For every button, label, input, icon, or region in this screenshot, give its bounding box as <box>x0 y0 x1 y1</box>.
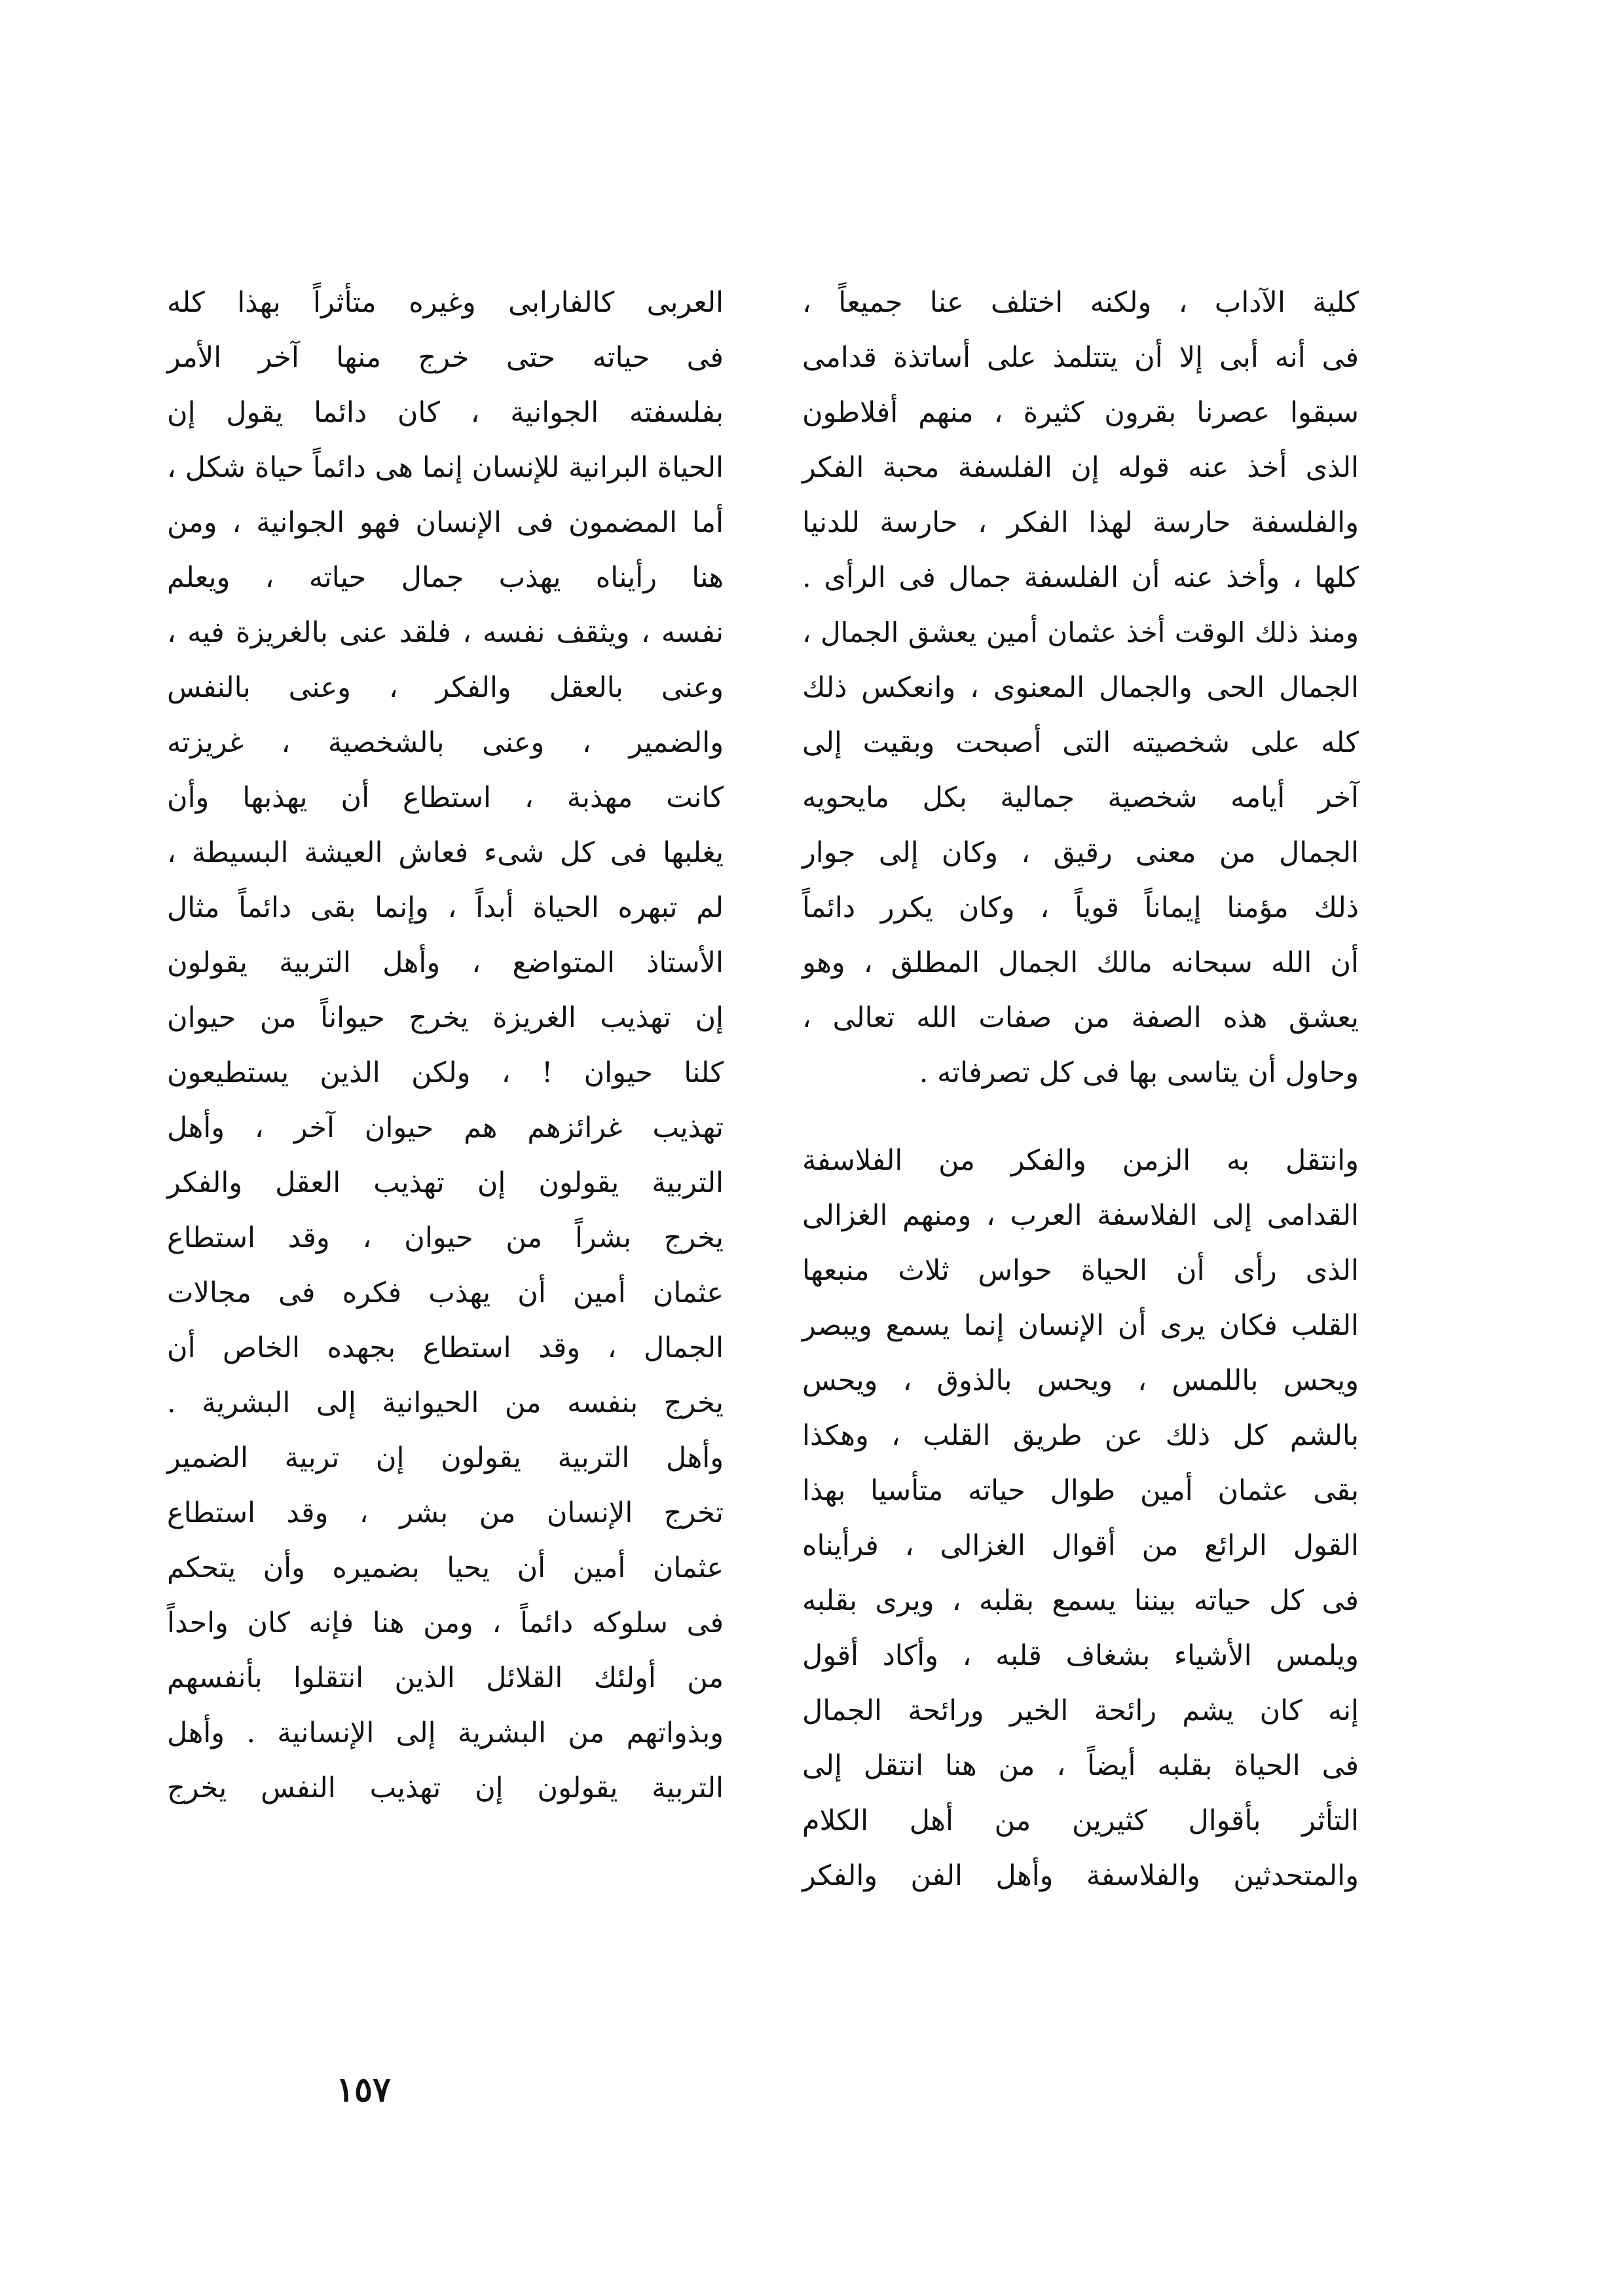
right-text-column <box>802 275 1359 1903</box>
text-line: وأهل التربية يقولون إن تربية الضمير <box>167 1442 724 1474</box>
text-line: كلنا حيوان ! ، ولكن الذين يستطيعون <box>167 1056 724 1089</box>
text-line: فى حياته حتى خرج منها آخر الأمر <box>167 341 724 374</box>
text-line: يخرج بشراً من حيوان ، وقد استطاع <box>167 1222 724 1254</box>
text-line: الذى رأى أن الحياة حواس ثلاث منبعها <box>802 1254 1359 1287</box>
text-line: الحياة البرانية للإنسان إنما هى دائماً حياة شكل ، <box>167 451 724 484</box>
text-line: إن تهذيب الغريزة يخرج حيواناً من حيوان <box>167 1001 724 1034</box>
text-line: تهذيب غرائزهم هم حيوان آخر ، وأهل <box>167 1111 724 1144</box>
text-line: وانتقل به الزمن والفكر من الفلاسفة <box>802 1144 1359 1177</box>
text-line: هنا رأيناه يهذب جمال حياته ، ويعلم <box>167 561 724 594</box>
text-line: والضمير ، وعنى بالشخصية ، غريزته <box>167 726 724 759</box>
text-line: بالشم كل ذلك عن طريق القلب ، وهكذا <box>802 1419 1359 1452</box>
text-line: بفلسفته الجوانية ، كان دائما يقول إن <box>167 396 724 429</box>
text-line: آخر أيامه شخصية جمالية بكل مايحويه <box>802 781 1359 814</box>
page-number: ١٥٧ <box>336 2070 391 2110</box>
text-line: كانت مهذبة ، استطاع أن يهذبها وأن <box>167 781 724 814</box>
text-line: التربية يقولون إن تهذيب العقل والفكر <box>167 1166 724 1199</box>
text-line: التربية يقولون إن تهذيب النفس يخرج <box>167 1772 724 1804</box>
text-line: الذى أخذ عنه قوله إن الفلسفة محبة الفكر <box>802 451 1359 484</box>
text-line: التأثر بأقوال كثيرين من أهل الكلام <box>802 1804 1359 1837</box>
text-line: كلها ، وأخذ عنه أن الفلسفة جمال فى الرأى . <box>802 561 1359 594</box>
text-line: وحاول أن يتاسى بها فى كل تصرفاته . <box>919 1056 1359 1089</box>
text-line: يغلبها فى كل شىء فعاش العيشة البسيطة ، <box>167 836 724 869</box>
text-line: فى سلوكه دائماً ، ومن هنا فإنه كان واحداً <box>167 1607 724 1639</box>
text-line: الجمال ، وقد استطاع بجهده الخاص أن <box>167 1332 724 1364</box>
text-line: القلب فكان يرى أن الإنسان إنما يسمع ويبصر <box>802 1309 1359 1342</box>
text-line: كله على شخصيته التى أصبحت وبقيت إلى <box>802 726 1359 759</box>
text-line: عثمان أمين أن يهذب فكره فى مجالات <box>167 1277 724 1309</box>
text-line: القدامى إلى الفلاسفة العرب ، ومنهم الغزالى <box>802 1199 1359 1232</box>
text-line: أما المضمون فى الإنسان فهو الجوانية ، ومن <box>167 506 724 539</box>
text-line: والفلسفة حارسة لهذا الفكر ، حارسة للدنيا <box>802 506 1359 539</box>
text-line: وعنى بالعقل والفكر ، وعنى بالنفس <box>167 671 724 704</box>
text-line: ذلك مؤمنا إيماناً قوياً ، وكان يكرر دائماً <box>802 891 1359 924</box>
left-text-column <box>167 275 724 1816</box>
paragraph-gap <box>802 1100 1359 1133</box>
text-line: تخرج الإنسان من بشر ، وقد استطاع <box>167 1497 724 1529</box>
text-line: الجمال الحى والجمال المعنوى ، وانعكس ذلك <box>802 671 1359 704</box>
text-line: والمتحدثين والفلاسفة وأهل الفن والفكر <box>802 1859 1359 1892</box>
text-line: نفسه ، ويثقف نفسه ، فلقد عنى بالغريزة فيه ، <box>167 616 724 649</box>
text-line: فى كل حياته بيننا يسمع بقلبه ، ويرى بقلبه <box>802 1584 1359 1617</box>
paragraph-1 <box>802 275 1359 1100</box>
text-line: القول الرائع من أقوال الغزالى ، فرأيناه <box>802 1529 1359 1562</box>
text-line: يخرج بنفسه من الحيوانية إلى البشرية . <box>167 1387 724 1419</box>
text-line: أن الله سبحانه مالك الجمال المطلق ، وهو <box>802 946 1359 979</box>
text-line: إنه كان يشم رائحة الخير ورائحة الجمال <box>802 1694 1359 1727</box>
text-line: الأستاذ المتواضع ، وأهل التربية يقولون <box>167 946 724 979</box>
text-line: من أولئك القلائل الذين انتقلوا بأنفسهم <box>167 1662 724 1694</box>
text-line: يعشق هذه الصفة من صفات الله تعالى ، <box>802 1001 1359 1034</box>
text-line: وبذواتهم من البشرية إلى الإنسانية . وأهل <box>167 1717 724 1749</box>
text-line: ويحس باللمس ، ويحس بالذوق ، ويحس <box>802 1364 1359 1397</box>
text-line: عثمان أمين أن يحيا بضميره وأن يتحكم <box>167 1552 724 1584</box>
text-line: فى أنه أبى إلا أن يتتلمذ على أساتذة قدامى <box>802 341 1359 374</box>
text-line: فى الحياة بقلبه أيضاً ، من هنا انتقل إلى <box>802 1749 1359 1782</box>
text-line: ومنذ ذلك الوقت أخذ عثمان أمين يعشق الجمال ، <box>802 616 1359 648</box>
text-line: العربى كالفارابى وغيره متأثراً بهذا كله <box>167 286 724 319</box>
text-line: كلية الآداب ، ولكنه اختلف عنا جميعاً ، <box>802 286 1359 319</box>
text-line: لم تبهره الحياة أبداً ، وإنما بقى دائماً مثال <box>167 891 724 924</box>
paragraph-2 <box>802 1133 1359 1903</box>
text-line: الجمال من معنى رقيق ، وكان إلى جوار <box>802 836 1359 869</box>
text-line: بقى عثمان أمين طوال حياته متأسيا بهذا <box>802 1474 1359 1507</box>
text-line: سبقوا عصرنا بقرون كثيرة ، منهم أفلاطون <box>802 396 1359 429</box>
text-line: ويلمس الأشياء بشغاف قلبه ، وأكاد أقول <box>802 1639 1359 1672</box>
